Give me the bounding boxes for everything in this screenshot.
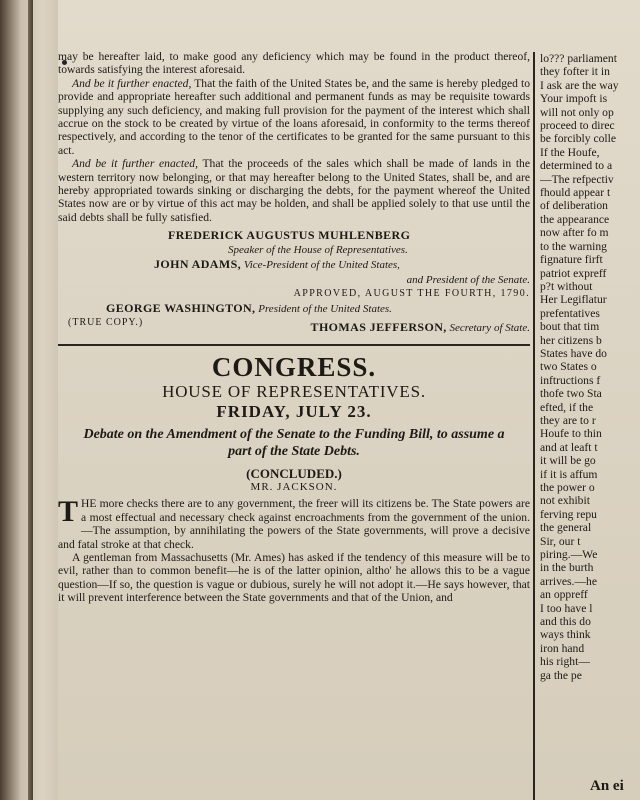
- right-column-line: fignature firft: [540, 253, 603, 267]
- date-heading: FRIDAY, JULY 23.: [216, 402, 372, 422]
- right-column-line: of deliberation: [540, 199, 608, 213]
- drop-cap: T: [58, 495, 79, 529]
- right-column-line: proceed to direc: [540, 119, 615, 133]
- enacting-clause: And be it further enacted,: [72, 157, 198, 171]
- true-copy: (TRUE COPY.): [68, 317, 144, 329]
- right-column-line: Your impoft is: [540, 92, 608, 106]
- right-column-line: efted, if the: [540, 400, 594, 414]
- right-column-line: they are to r: [540, 413, 596, 427]
- right-column-heading: An ei: [590, 778, 624, 794]
- main-column: [58, 50, 530, 605]
- right-column-line: in the burth: [540, 561, 594, 575]
- right-column-line: not exhibit: [540, 494, 590, 508]
- right-column-line: —The refpectiv: [540, 172, 614, 186]
- act-text: [58, 50, 530, 224]
- right-column-line: inftructions f: [540, 373, 601, 387]
- right-column-line: Houfe to thin: [540, 427, 602, 441]
- house-heading: HOUSE OF REPRESENTATIVES.: [162, 382, 426, 402]
- right-column-line: thofe two Sta: [540, 387, 602, 401]
- right-column-line: the appearance: [540, 212, 610, 226]
- right-column-line: be forcibly colle: [540, 132, 616, 146]
- right-column-line: Sir, our t: [540, 534, 581, 548]
- congress-heading: CONGRESS.: [211, 352, 377, 383]
- right-column-line: ferving repu: [540, 507, 597, 521]
- right-column-line: determined to a: [540, 159, 613, 173]
- right-column-line: prefentatives: [540, 306, 600, 320]
- right-column-line: Her Legiflatur: [540, 293, 607, 307]
- right-column-line: his right—: [540, 655, 590, 669]
- right-column-line: if it is affum: [540, 467, 598, 481]
- vp-signature: JOHN ADAMS, Vice-President of the United States,: [154, 257, 400, 272]
- debate-paragraph-2: A gentleman from Massachusetts (Mr. Ames) has asked if the tendency of this measure will be to evil, rather than to common benefit—he is of the latter opinion, altho' he allows this to be a vague question—If so, the question is vague or dubious, surely he will not adopt it.—He says however, that it will prevent interference between the State governments and that of the Union, and: [58, 550, 530, 605]
- secretary-signature: THOMAS JEFFERSON, Secretary of State.: [310, 320, 530, 335]
- right-column-line: to the warning: [540, 239, 607, 253]
- right-column-line: arrives.—he: [540, 574, 597, 588]
- right-column-line: the power o: [540, 481, 595, 494]
- right-column-line: her citizens b: [540, 333, 602, 347]
- vp-title-2: and President of the Senate.: [406, 274, 530, 287]
- right-column-line: ga the pe: [540, 668, 582, 682]
- right-column-line: States have do: [540, 346, 607, 360]
- approved-line: APPROVED, AUGUST THE FOURTH, 1790.: [293, 288, 530, 300]
- debate-title: Debate on the Amendment of the Senate to the Funding Bill, to assume a part of the State Debts.: [83, 427, 505, 460]
- right-column-line: I ask are the way: [540, 78, 619, 92]
- binding-edge: [28, 0, 33, 800]
- act-paragraph-1: may be hereafter laid, to make good any deficiency which may be found in the product thereof, towards satisfying the interest aforesaid.: [58, 50, 530, 77]
- right-column-line: they fofter it in: [540, 65, 610, 79]
- concluded-label: (CONCLUDED.): [246, 466, 342, 482]
- right-column-line: patriot expreff: [540, 266, 607, 280]
- debate-text: [58, 497, 530, 604]
- right-column-line: now after fo m: [540, 226, 609, 240]
- right-column: [540, 52, 640, 682]
- right-column-line: ways think: [540, 628, 591, 642]
- column-divider: [533, 52, 535, 800]
- speaker-signature: FREDERICK AUGUSTUS MUHLENBERG: [168, 228, 411, 243]
- president-signature: GEORGE WASHINGTON, President of the United States.: [106, 301, 392, 316]
- right-column-line: the general: [540, 521, 592, 535]
- right-column-line: and at leaft t: [540, 440, 598, 454]
- act-paragraph-3: And be it further enacted, That the proceeds of the sales which shall be made of lands in the western territory now belonging, or that may hereafter belong to the United States, shall be, and are hereby appropriated towards sinking or discharging the debts, for the payment whereof the United States now are or by virtue of this act may be holden, and shall be applied solely to that use until the said debts shall be fully satisfied.: [58, 157, 530, 224]
- debate-paragraph-1: THE more checks there are to any government, the freer will its citizens be. The State powers are a most effectual and necessary check against encroachments from the government of the union.—The assumption, by annihilating the powers of the State governments, will prove a decisive and fatal stroke at that check.: [58, 495, 530, 551]
- signature-block: [58, 228, 530, 334]
- right-column-line: fhould appear t: [540, 186, 611, 200]
- speaker-label: MR. JACKSON.: [250, 481, 338, 494]
- right-column-line: an oppreff: [540, 588, 588, 602]
- right-column-line: lo??? parliament: [540, 52, 617, 65]
- right-column-line: will not only op: [540, 105, 614, 119]
- enacting-clause: And be it further enacted,: [72, 76, 192, 90]
- right-column-line: piring.—We: [540, 548, 598, 562]
- section-rule: [58, 344, 530, 346]
- right-column-line: If the Houfe,: [540, 145, 600, 159]
- right-column-line: and this do: [540, 615, 591, 629]
- right-column-line: bout that tim: [540, 320, 600, 334]
- right-column-line: iron hand: [540, 641, 585, 655]
- speaker-title: Speaker of the House of Representatives.: [228, 244, 408, 257]
- right-column-line: p?t without: [540, 279, 593, 293]
- right-column-line: two States o: [540, 360, 597, 374]
- act-paragraph-2: And be it further enacted, That the faith of the United States be, and the same is hereby pledged to provide and appropriate hereafter such additional and permanent funds as may be requisite towards supplying any such deficiency, and making full provision for the payment of the interest which shall accrue on the stock to be created by virtue of the loans aforesaid, in conformity to the terms thereof respectively, and according to the tenor of the certificates to be granted for the same pursuant to this act.: [58, 76, 531, 157]
- right-column-line: it will be go: [540, 454, 596, 468]
- right-column-line: I too have l: [540, 601, 593, 615]
